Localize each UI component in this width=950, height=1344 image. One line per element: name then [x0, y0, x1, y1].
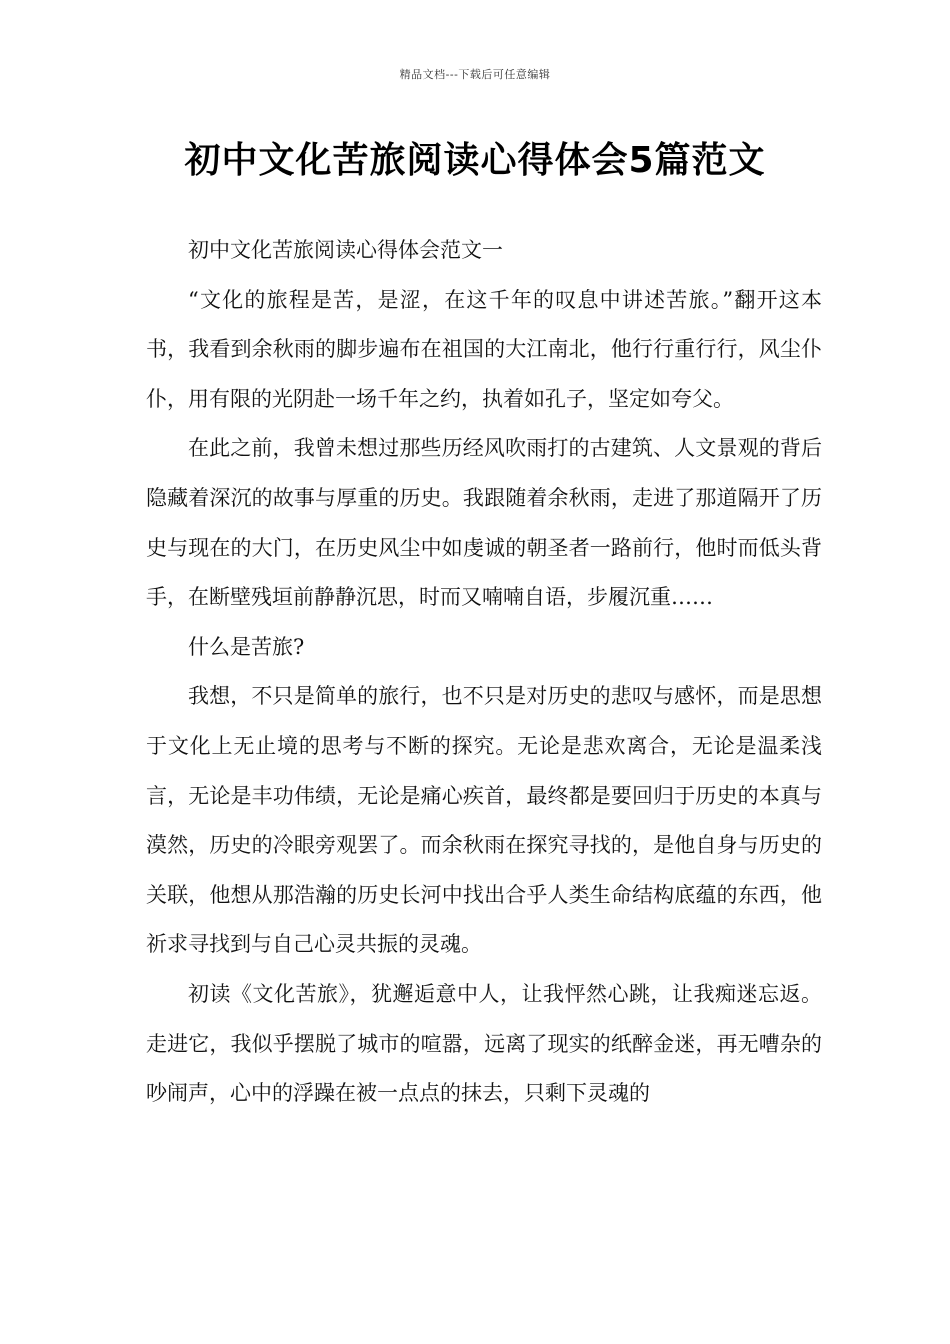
paragraph: “文化的旅程是苦，是涩，在这千年的叹息中讲述苦旅。”翻开这本书，我看到余秋雨的脚步遍布在祖国的大江南北，他行行重行行，风尘仆仆，用有限的光阴赴一场千年之约，执着如孔子，坚定如夸父。: [146, 287, 822, 411]
paragraph: 我想，不只是简单的旅行，也不只是对历史的悲叹与感怀，而是思想于文化上无止境的思考与不断的探究。无论是悲欢离合，无论是温柔浅言，无论是丰功伟绩，无论是痛心疾首，最终都是要回归于历史的本真与漠然，历史的冷眼旁观罢了。而余秋雨在探究寻找的，是他自身与历史的关联，他想从那浩瀚的历史长河中找出合乎人类生命结构底蕴的东西，他祈求寻找到与自己心灵共振的灵魂。: [146, 684, 822, 957]
document-title: 初中文化苦旅阅读心得体会5篇范文: [184, 140, 766, 181]
document-body: [146, 226, 822, 1119]
section-heading: 初中文化苦旅阅读心得体会范文一: [188, 238, 503, 262]
paragraph: 在此之前，我曾未想过那些历经风吹雨打的古建筑、人文景观的背后隐藏着深沉的故事与厚重的历史。我跟随着余秋雨，走进了那道隔开了历史与现在的大门，在历史风尘中如虔诚的朝圣者一路前行，他时而低头背手，在断壁残垣前静静沉思，时而又喃喃自语，步履沉重……: [146, 436, 822, 610]
paragraph: 初读《文化苦旅》，犹邂逅意中人，让我怦然心跳，让我痴迷忘返。走进它，我似乎摆脱了城市的喧嚣，远离了现实的纸醉金迷，再无嘈杂的吵闹声，心中的浮躁在被一点点的抹去，只剩下灵魂的: [146, 981, 822, 1106]
header-note: 精品文档---下载后可任意编辑: [399, 68, 551, 81]
paragraph: 什么是苦旅?: [188, 634, 305, 659]
